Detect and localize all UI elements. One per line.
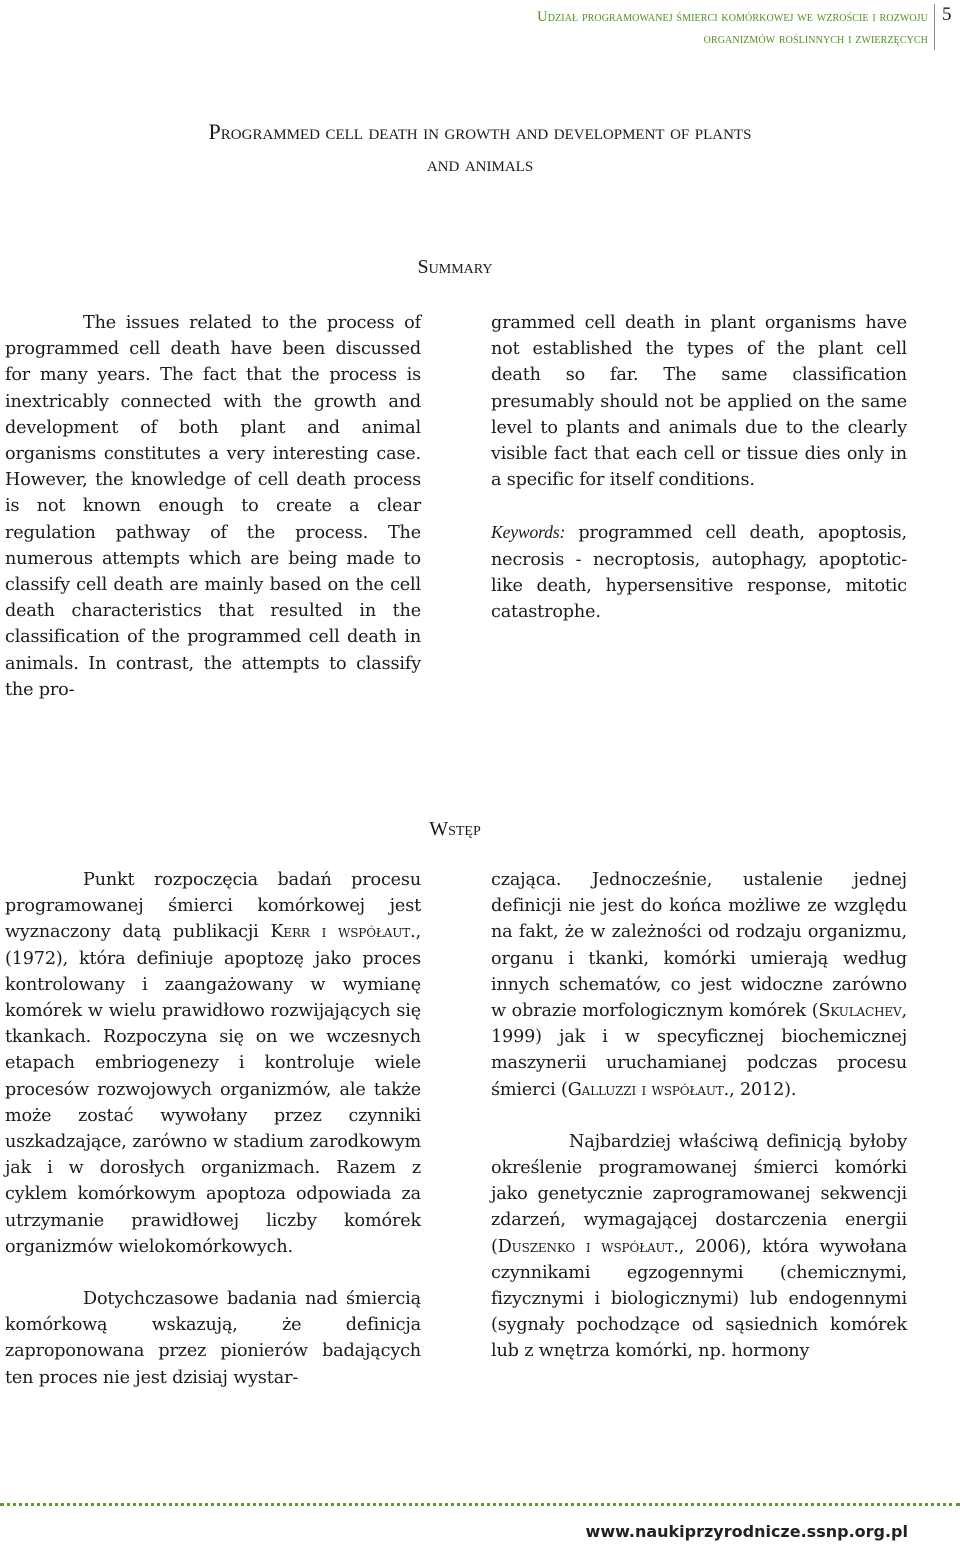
citation-skulachev: Skulachev xyxy=(818,1001,902,1022)
summary-paragraph-right: grammed cell death in plant organisms have not established the types of the plant cell death so far. The same classification presumably should not be applied on the same level to plants and animals due to the clearly visible fact that each cell or tissue dies only in a specific for itself conditions. xyxy=(491,313,907,491)
p3-text-a: czająca. Jednocześnie, ustalenie jednej definicji nie jest do końca możliwe ze względu na fakt, że w zależności od rodzaju organizmu, organu i tkanki, komórki umierają według innych schematów, co jest widoczne zarówno w obrazie morfologicznym komórek ( xyxy=(491,870,907,1022)
p3-text-c: , 2012). xyxy=(729,1079,797,1100)
wstep-paragraph-2: Dotychczasowe badania nad śmiercią komórkową wskazują, że definicja zaproponowana przez pionierów badających ten proces nie jest dzisiaj wystar- xyxy=(5,1289,421,1388)
wstep-paragraph-1 xyxy=(5,867,421,1260)
citation-galluzzi: Galluzzi i współaut. xyxy=(567,1079,730,1100)
article-title-english xyxy=(0,116,960,180)
citation-duszenko: Duszenko i współaut. xyxy=(497,1236,679,1257)
title-line2: and animals xyxy=(426,151,534,176)
summary-heading: Summary xyxy=(417,256,493,278)
running-title-line2: organizmów roślinnych i zwierzęcych xyxy=(703,31,928,47)
summary-paragraph-left: The issues related to the process of programmed cell death have been discussed for many years. The fact that the process is inextricably connected with the growth and development of both plant and animal organisms constitutes a very interesting case. However, the knowledge of cell death process is not known enough to create a clear regulation pathway of the process. The numerous attempts which are being made to classify cell death are mainly based on the cell death characteristics that resulted in the classification of the programmed cell death in animals. In contrast, the attempts to classify the pro- xyxy=(5,313,421,700)
citation-kerr: Kerr i współaut. xyxy=(270,922,416,943)
p1-text-b: , (1972), która definiuje apoptozę jako proces kontrolowany i zaangażowany w wymianę komórek w wielu prawidłowo rozwijających się tkankach. Rozpoczyna się on we wczesnych etapach embriogenezy i kontroluje wiele procesów rozwojowych organizmów, ale także może zostać wywołany przez czynniki uszkadzające, zarówno w stadium zarodkowym jak i w dorosłych organizmach. Razem z cyklem komórkowym apoptoza odpowiada za utrzymanie prawidłowej liczby komórek organizmów wielokomórkowych. xyxy=(5,922,422,1257)
keywords-label: Keywords: xyxy=(491,522,566,543)
wstep-column-right xyxy=(491,867,907,1365)
p4-text-b: , 2006), która wywołana czynnikami egzogennymi (chemicznymi, fizycznymi i biologicznymi) lub endogennymi (sygnały pochodzące od sąsiednich komórek lub z wnętrza komórki, np. hormony xyxy=(491,1236,907,1362)
wstep-heading: Wstęp xyxy=(429,818,481,840)
p1-text-a: Punkt rozpoczęcia badań procesu programowanej śmierci komórkowej jest wyznaczony datą publikacji xyxy=(5,870,421,943)
keywords-text: programmed cell death, apoptosis, necrosis - necroptosis, autophagy, apoptotic-like death, hypersensitive response, mitotic catastrophe. xyxy=(491,523,907,623)
title-line1: Programmed cell death in growth and development of plants xyxy=(208,119,752,144)
keywords-paragraph xyxy=(491,519,907,625)
running-title-line1: Udział programowanej śmierci komórkowej we wzroście i rozwoju xyxy=(537,9,928,25)
summary-column-right xyxy=(491,310,907,625)
running-header xyxy=(200,6,928,50)
footer-url: www.naukiprzyrodnicze.ssnp.org.pl xyxy=(585,1522,908,1541)
wstep-column-left xyxy=(5,867,421,1391)
footer-divider xyxy=(0,1503,960,1506)
p3-text-b: , 1999) jak i w specyficznej biochemicznej maszynerii uruchamianej podczas procesu śmierci ( xyxy=(491,1001,907,1100)
p4-text-a: Najbardziej właściwą definicją byłoby określenie programowanej śmierci komórki jako genetycznie zaprogramowanej sekwencji zdarzeń, wymagającej dostarczenia energii ( xyxy=(491,1131,907,1257)
header-divider xyxy=(934,4,935,50)
summary-column-left xyxy=(5,310,421,703)
wstep-paragraph-3 xyxy=(491,867,907,1103)
page-number: 5 xyxy=(942,4,952,25)
wstep-paragraph-4 xyxy=(491,1129,907,1365)
